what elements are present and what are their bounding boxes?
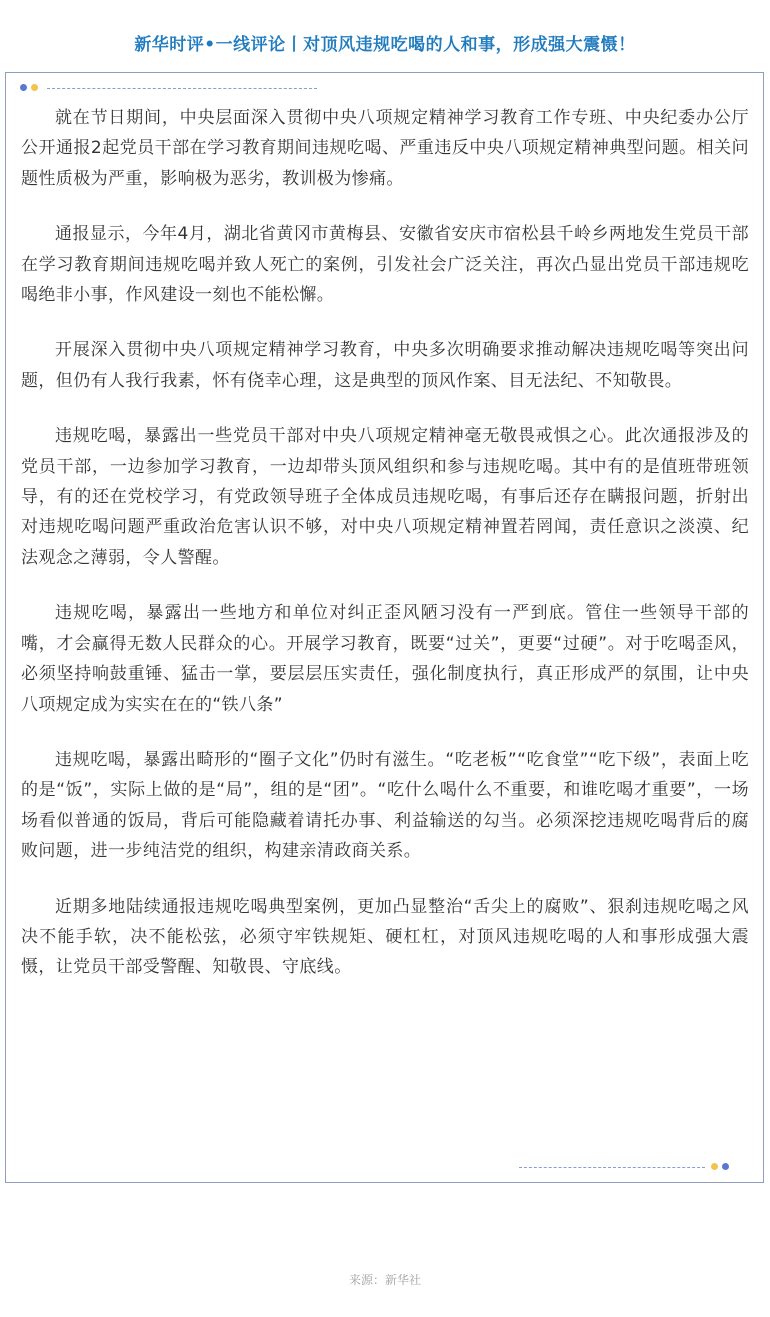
article-headline: 新华时评•一线评论丨对顶风违规吃喝的人和事，形成强大震慑！: [134, 35, 636, 55]
dashed-divider: [47, 88, 317, 89]
bottom-ornament: [519, 1162, 749, 1172]
source-credit: 来源：新华社: [348, 1273, 421, 1287]
article-frame: [5, 72, 764, 1183]
paragraph: 违规吃喝，暴露出畸形的“圈子文化”仍时有滋生。“吃老板”“吃食堂”“吃下级”，表面上吃的是“饭”，实际上做的是“局”，组的是“团”。“吃什么喝什么不重要，和谁吃喝才重要”，一场场看似普通的饭局，背后可能隐藏着请托办事、利益输送的勾当。必须深挖违规吃喝背后的腐败问题，进一步纯洁党的组织，构建亲清政商关系。: [21, 749, 749, 862]
yellow-dot-icon: [711, 1163, 718, 1170]
paragraph: 开展深入贯彻中央八项规定精神学习教育，中央多次明确要求推动解决违规吃喝等突出问题，但仍有人我行我素，怀有侥幸心理，这是典型的顶风作案、目无法纪、不知敬畏。: [21, 340, 749, 391]
paragraph: 就在节日期间，中央层面深入贯彻中央八项规定精神学习教育工作专班、中央纪委办公厅公开通报2起党员干部在学习教育期间违规吃喝、严重违反中央八项规定精神典型问题。相关问题性质极为严重，影响极为恶劣，教训极为惨痛。: [21, 108, 749, 189]
paragraph: 违规吃喝，暴露出一些党员干部对中央八项规定精神毫无敬畏戒惧之心。此次通报涉及的党员干部，一边参加学习教育，一边却带头顶风组织和参与违规吃喝。其中有的是值班带班领导，有的还在党校学习，有党政领导班子全体成员违规吃喝，有事后还存在瞒报问题，折射出对违规吃喝问题严重政治危害认识不够，对中央八项规定精神置若罔闻，责任意识之淡漠、纪法观念之薄弱，令人警醒。: [21, 426, 749, 568]
paragraph: 违规吃喝，暴露出一些地方和单位对纠正歪风陋习没有一严到底。管住一些领导干部的嘴，才会赢得无数人民群众的心。开展学习教育，既要“过关”，更要“过硬”。对于吃喝歪风，必须坚持响鼓重锤、猛击一掌，要层层压实责任，强化制度执行，真正形成严的氛围，让中央八项规定成为实实在在的“铁八条”: [21, 603, 749, 715]
paragraph: 近期多地陆续通报违规吃喝典型案例，更加凸显整治“舌尖上的腐败”、狠刹违规吃喝之风决不能手软，决不能松弦，必须守牢铁规矩、硬杠杠，对顶风违规吃喝的人和事形成强大震慑，让党员干部受警醒、知敬畏、守底线。: [21, 896, 749, 978]
blue-dot-icon: [20, 84, 27, 91]
article-body: [21, 103, 749, 1008]
blue-dot-icon: [722, 1163, 729, 1170]
dashed-divider: [519, 1167, 705, 1168]
yellow-dot-icon: [31, 84, 38, 91]
top-ornament: [20, 83, 320, 93]
paragraph: 通报显示，今年4月，湖北省黄冈市黄梅县、安徽省安庆市宿松县千岭乡两地发生党员干部在学习教育期间违规吃喝并致人死亡的案例，引发社会广泛关注，再次凸显出党员干部违规吃喝绝非小事，作风建设一刻也不能松懈。: [21, 224, 749, 306]
